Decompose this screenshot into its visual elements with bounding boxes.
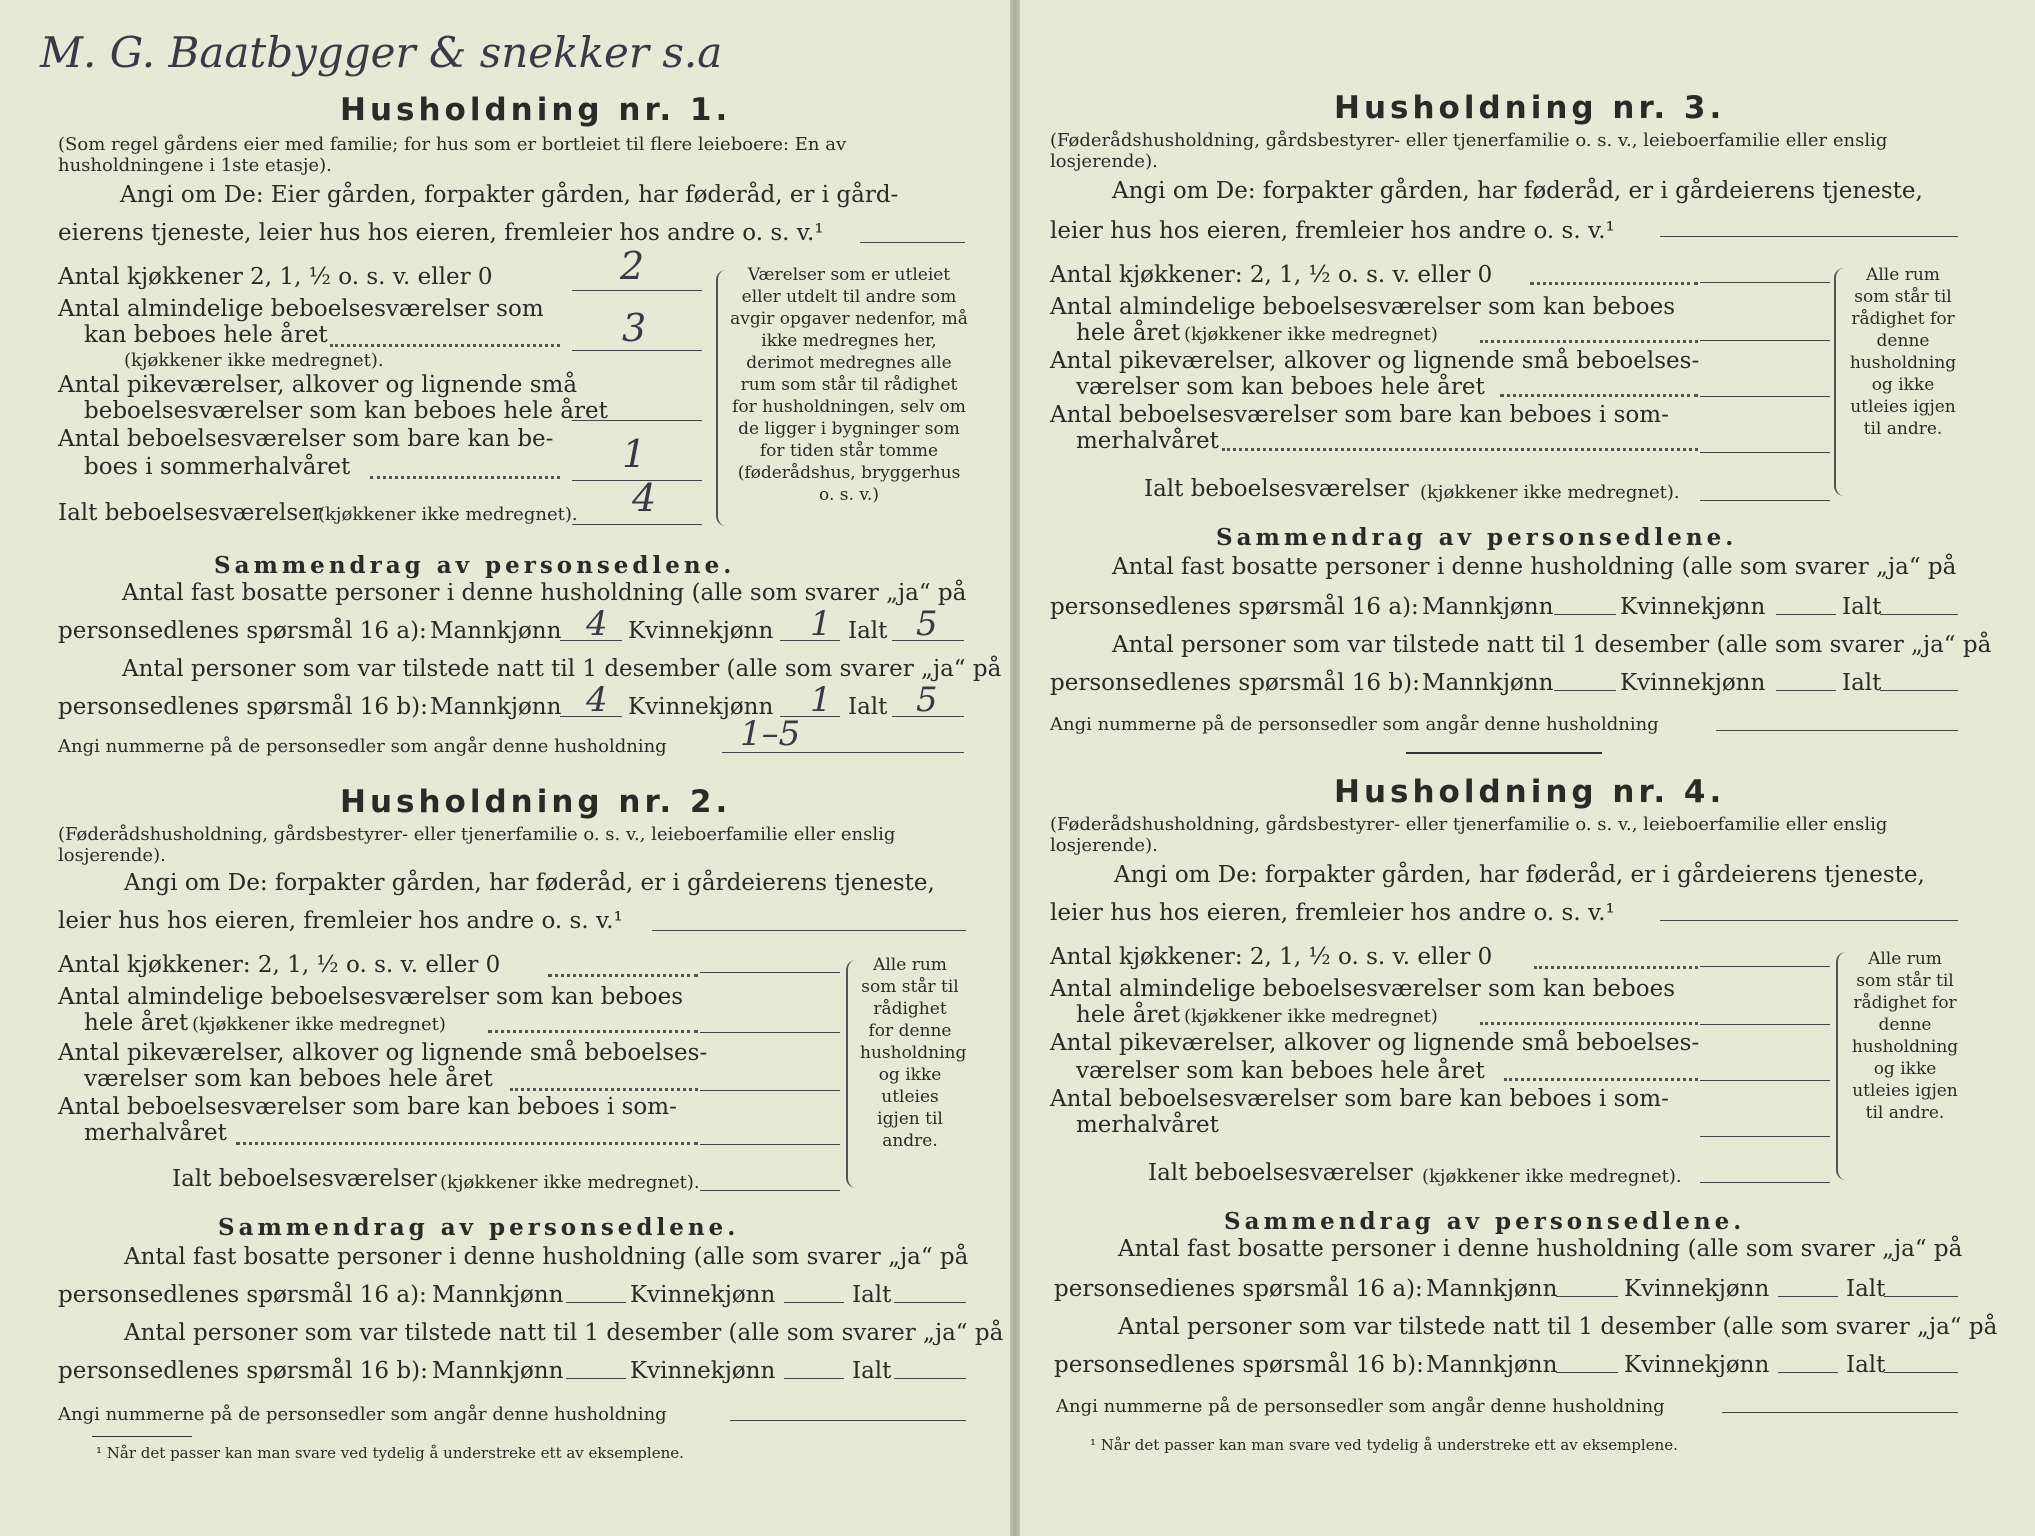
hh3-tilstede-a: Antal personer som var tilstede natt til 1 desember (alle som svarer „ja“ på (1112, 632, 1992, 658)
hh3-note: (Føderådshusholdning, gårdsbestyrer- eller tjenerfamilie o. s. v., leieboerfamilie eller enslig losjerende). (1050, 130, 1888, 172)
hh1-nummer-value: 1–5 (740, 714, 801, 754)
hh1-tilstede-a: Antal personer som var tilstede natt til 1 desember (alle som svarer „ja“ på (122, 656, 1002, 682)
hh3-side-note: Alle rum som står til rådighet for denne husholdning og ikke utleies igjen til andre. (1849, 265, 1957, 439)
hh3-alm-a: Antal almindelige beboelsesværelser som kan beboes (1050, 294, 1676, 320)
hh3-title: Husholdning nr. 3. (1334, 90, 1726, 126)
hh3-sommer-a: Antal beboelsesværelser som bare kan beboes i som- (1050, 402, 1669, 428)
hh3-sommer-line (1700, 452, 1830, 453)
hh3-nummer: Angi nummerne på de personsedler som angår denne husholdning (1050, 714, 1659, 735)
hh4-angi-b: leier hus hos eieren, fremleier hos andre o. s. v.¹ (1050, 900, 1615, 926)
hh3-ialt-note: (kjøkkener ikke medregnet). (1420, 482, 1680, 503)
hh3-til-mann-label: Mannkjønn (1422, 670, 1554, 696)
hh4-pike-b: værelser som kan beboes hele året (1076, 1058, 1485, 1084)
hh4-alm-note: (kjøkkener ikke medregnet) (1184, 1006, 1438, 1027)
hh3-separator (1406, 752, 1602, 754)
hh1-til-mann-line (560, 716, 622, 717)
hh2-angi-a: Angi om De: forpakter gården, har føderåd, er i gårdeierens tjeneste, (124, 870, 935, 896)
hh4-fast-kvinne-line (1778, 1296, 1838, 1297)
hh1-tilstede-b: personsedlenes spørsmål 16 b): (58, 694, 428, 720)
hh4-til-ialt-label: Ialt (1846, 1352, 1886, 1378)
hh2-title: Husholdning nr. 2. (340, 784, 732, 820)
hh3-fast-kvinne-label: Kvinnekjønn (1620, 594, 1766, 620)
hh3-nummer-line (1716, 730, 1958, 731)
hh1-fast-ialt-value: 5 (916, 604, 938, 644)
hh2-til-ialt-label: Ialt (852, 1358, 892, 1384)
hh3-pike-b: værelser som kan beboes hele året (1076, 374, 1485, 400)
hh2-kjokken: Antal kjøkkener: 2, 1, ½ o. s. v. eller 0 (58, 952, 501, 978)
hh4-fast-ialt-label: Ialt (1846, 1276, 1886, 1302)
hh2-til-mann-line (566, 1378, 626, 1379)
hh2-tilstede-a: Antal personer som var tilstede natt til 1 desember (alle som svarer „ja“ på (124, 1320, 1004, 1346)
hh1-kjokken: Antal kjøkkener 2, 1, ½ o. s. v. eller 0 (58, 264, 493, 290)
hh4-til-kvinne-label: Kvinnekjønn (1624, 1352, 1770, 1378)
hh2-ialt-note: (kjøkkener ikke medregnet). (440, 1172, 700, 1193)
hh1-fast-kvinne-value: 1 (810, 604, 832, 644)
hh1-ialt-value: 4 (632, 476, 657, 520)
hh1-pike-b: beboelsesværelser som kan beboes hele året (84, 398, 608, 424)
hh4-alm-dots (1480, 1022, 1698, 1025)
hh4-til-mann-label: Mannkjønn (1426, 1352, 1558, 1378)
hh2-side-note: Alle rum som står til rådighet for denne husholdning og ikke utleies igjen til andre. (860, 955, 967, 1151)
hh2-kjokken-line (700, 972, 840, 973)
hh4-brace (1836, 952, 1850, 1180)
hh1-til-kvinne-label: Kvinnekjønn (628, 694, 774, 720)
hh3-pike-dots (1500, 394, 1698, 397)
hh4-fast-mann-label: Mannkjønn (1426, 1276, 1558, 1302)
hh4-angi-a: Angi om De: forpakter gården, har føderåd, er i gårdeierens tjeneste, (1114, 862, 1925, 888)
hh2-fast-kvinne-line (784, 1302, 844, 1303)
hh2-alm-line (700, 1032, 840, 1033)
hh3-kjokken-line (1700, 282, 1830, 283)
hh2-til-mann-label: Mannkjønn (432, 1358, 564, 1384)
hh1-angi-line (860, 242, 965, 243)
hh4-alm-b: hele året (1076, 1002, 1181, 1028)
hh1-til-mann-label: Mannkjønn (430, 694, 562, 720)
hh1-note: (Som regel gårdens eier med familie; for hus som er bortleiet til flere leieboere: En av husholdningene i 1ste etasje). (58, 134, 847, 176)
hh1-alm-dots (330, 344, 560, 347)
handwritten-header: M. G. Baatbygger & snekker s.a (40, 28, 723, 77)
hh3-til-mann-line (1554, 690, 1616, 691)
hh3-fast-b: personsedlenes spørsmål 16 a): (1050, 594, 1419, 620)
hh1-sommer-dots (370, 476, 560, 479)
hh4-nummer: Angi nummerne på de personsedler som angår denne husholdning (1056, 1396, 1665, 1417)
hh2-fast-mann-label: Mannkjønn (432, 1282, 564, 1308)
hh2-pike-dots (510, 1088, 698, 1091)
hh1-fast-ialt-label: Ialt (848, 618, 888, 644)
hh1-fast-kvinne-line (780, 640, 840, 641)
hh4-ialt-line (1700, 1182, 1830, 1183)
hh2-sammendrag: Sammendrag av personsedlene. (218, 1214, 740, 1241)
hh2-sommer-line (700, 1144, 840, 1145)
hh4-til-mann-line (1556, 1372, 1618, 1373)
hh3-til-ialt-label: Ialt (1842, 670, 1882, 696)
hh2-nummer: Angi nummerne på de personsedler som angår denne husholdning (58, 1404, 667, 1425)
hh3-fast-mann-line (1554, 614, 1616, 615)
hh1-til-kvinne-value: 1 (810, 680, 832, 720)
hh1-brace (716, 270, 730, 526)
hh1-alm-line (572, 350, 702, 351)
hh1-fast-kvinne-label: Kvinnekjønn (628, 618, 774, 644)
hh2-fast-kvinne-label: Kvinnekjønn (630, 1282, 776, 1308)
hh4-fast-ialt-line (1884, 1296, 1958, 1297)
hh2-alm-note: (kjøkkener ikke medregnet) (192, 1014, 446, 1035)
hh3-kjokken-dots (1530, 282, 1698, 285)
hh2-pike-a: Antal pikeværelser, alkover og lignende små beboelses- (58, 1040, 708, 1066)
hh2-fast-b: personsedlenes spørsmål 16 a): (58, 1282, 427, 1308)
hh2-sommer-dots (236, 1142, 698, 1145)
hh3-fast-a: Antal fast bosatte personer i denne husholdning (alle som svarer „ja“ på (1112, 554, 1957, 580)
hh2-brace (846, 960, 860, 1188)
hh1-fast-mann-value: 4 (586, 604, 608, 644)
hh4-fast-a: Antal fast bosatte personer i denne husholdning (alle som svarer „ja“ på (1118, 1236, 1963, 1262)
hh2-sommer-a: Antal beboelsesværelser som bare kan beboes i som- (58, 1094, 677, 1120)
hh1-pike-line (572, 420, 702, 421)
hh4-side-note: Alle rum som står til rådighet for denne husholdning og ikke utleies igjen til andre. (1851, 949, 1959, 1123)
hh3-tilstede-b: personsedlenes spørsmål 16 b): (1050, 670, 1420, 696)
hh4-fast-b: personsedienes spørsmål 16 a): (1054, 1276, 1423, 1302)
hh4-pike-line (1700, 1080, 1830, 1081)
hh2-footnote-rule (92, 1436, 192, 1437)
hh1-ialt-note: (kjøkkener ikke medregnet). (318, 504, 578, 525)
hh1-ialt: Ialt beboelsesværelser (58, 500, 323, 526)
hh1-alm-a: Antal almindelige beboelsesværelser som (58, 296, 544, 322)
hh2-tilstede-b: personsedlenes spørsmål 16 b): (58, 1358, 428, 1384)
hh1-angi-b: eierens tjeneste, leier hus hos eieren, fremleier hos andre o. s. v.¹ (58, 220, 824, 246)
hh2-til-kvinne-line (784, 1378, 844, 1379)
hh2-note: (Føderådshusholdning, gårdsbestyrer- eller tjenerfamilie o. s. v., leieboerfamilie eller enslig losjerende). (58, 824, 896, 866)
hh1-sommer-a: Antal beboelsesværelser som bare kan be- (58, 426, 554, 452)
hh4-kjokken-line (1700, 966, 1830, 967)
hh1-sommer-b: boes i sommerhalvåret (84, 454, 351, 480)
hh2-pike-line (700, 1090, 840, 1091)
hh2-til-kvinne-label: Kvinnekjønn (630, 1358, 776, 1384)
hh1-sammendrag: Sammendrag av personsedlene. (214, 552, 736, 579)
hh2-ialt-line (700, 1190, 840, 1191)
hh1-angi-a: Angi om De: Eier gården, forpakter gården, har føderåd, er i gård- (120, 182, 899, 208)
hh3-alm-dots (1480, 340, 1698, 343)
hh4-alm-a: Antal almindelige beboelsesværelser som kan beboes (1050, 976, 1676, 1002)
hh3-fast-mann-label: Mannkjønn (1422, 594, 1554, 620)
hh1-kjokken-line (572, 290, 702, 291)
hh4-ialt: Ialt beboelsesværelser (1148, 1160, 1413, 1186)
hh1-fast-b: personsedlenes spørsmål 16 a): (58, 618, 427, 644)
hh2-sommer-b: merhalvåret (84, 1120, 227, 1146)
hh2-alm-dots (488, 1030, 698, 1033)
hh4-ialt-note: (kjøkkener ikke medregnet). (1422, 1166, 1682, 1187)
hh1-pike-a: Antal pikeværelser, alkover og lignende små (58, 372, 578, 398)
hh4-footnote: ¹ Når det passer kan man svare ved tydelig å understreke ett av eksemplene. (1090, 1436, 1678, 1454)
hh4-fast-mann-line (1556, 1296, 1618, 1297)
hh4-pike-a: Antal pikeværelser, alkover og lignende små beboelses- (1050, 1030, 1700, 1056)
hh2-alm-a: Antal almindelige beboelsesværelser som kan beboes (58, 984, 684, 1010)
hh3-brace (1834, 268, 1848, 496)
hh1-sommer-value: 1 (622, 432, 647, 476)
hh4-nummer-line (1722, 1412, 1958, 1413)
hh1-til-ialt-line (892, 716, 964, 717)
hh3-pike-line (1700, 396, 1830, 397)
hh4-alm-line (1700, 1024, 1830, 1025)
hh4-fast-kvinne-label: Kvinnekjønn (1624, 1276, 1770, 1302)
hh2-fast-mann-line (566, 1302, 626, 1303)
hh3-angi-a: Angi om De: forpakter gården, har føderåd, er i gårdeierens tjeneste, (1112, 178, 1923, 204)
hh3-sommer-b: merhalvåret (1076, 428, 1219, 454)
hh3-alm-b: hele året (1076, 320, 1181, 346)
hh2-fast-ialt-label: Ialt (852, 1282, 892, 1308)
hh1-fast-mann-label: Mannkjønn (430, 618, 562, 644)
hh1-title: Husholdning nr. 1. (340, 92, 732, 128)
hh4-title: Husholdning nr. 4. (1334, 774, 1726, 810)
hh4-kjokken-dots (1534, 966, 1698, 969)
hh2-ialt: Ialt beboelsesværelser (172, 1166, 437, 1192)
hh4-sommer-a: Antal beboelsesværelser som bare kan beboes i som- (1050, 1086, 1669, 1112)
hh3-alm-note: (kjøkkener ikke medregnet) (1184, 324, 1438, 345)
hh1-til-ialt-label: Ialt (848, 694, 888, 720)
hh1-ialt-line (572, 524, 702, 525)
hh2-til-ialt-line (894, 1378, 966, 1379)
hh3-fast-ialt-line (1880, 614, 1958, 615)
hh1-fast-a: Antal fast bosatte personer i denne husholdning (alle som svarer „ja“ på (122, 580, 967, 606)
hh3-angi-b: leier hus hos eieren, fremleier hos andre o. s. v.¹ (1050, 218, 1615, 244)
hh3-alm-line (1700, 340, 1830, 341)
hh2-pike-b: værelser som kan beboes hele året (84, 1066, 493, 1092)
hh3-pike-a: Antal pikeværelser, alkover og lignende små beboelses- (1050, 348, 1700, 374)
hh1-alm-b: kan beboes hele året (84, 322, 328, 348)
hh1-kjokken-value: 2 (620, 244, 645, 288)
hh4-kjokken: Antal kjøkkener: 2, 1, ½ o. s. v. eller 0 (1050, 944, 1493, 970)
hh2-fast-a: Antal fast bosatte personer i denne husholdning (alle som svarer „ja“ på (124, 1244, 969, 1270)
hh1-side-note: Værelser som er utleiet eller utdelt til andre som avgir opgaver nedenfor, må ikke medregnes her, derimot medregnes alle rum som står til rådighet for husholdningen, selv om de ligger i bygninger som for tiden står tomme (føderådshus, bryggerhus o. s. v.) (730, 265, 968, 505)
hh2-kjokken-dots (548, 974, 698, 977)
hh4-angi-line (1660, 920, 1958, 921)
hh2-fast-ialt-line (894, 1302, 966, 1303)
hh1-nummer: Angi nummerne på de personsedler som angår denne husholdning (58, 736, 667, 757)
hh4-til-kvinne-line (1778, 1372, 1838, 1373)
hh1-nummer-line (722, 752, 964, 753)
hh2-footnote: ¹ Når det passer kan man svare ved tydelig å understreke ett av eksemplene. (96, 1444, 684, 1462)
hh3-sammendrag: Sammendrag av personsedlene. (1216, 524, 1738, 551)
hh4-tilstede-b: personsedlenes spørsmål 16 b): (1054, 1352, 1424, 1378)
page-fold (1010, 0, 1020, 1536)
hh3-sommer-dots (1222, 448, 1698, 451)
hh3-angi-line (1660, 236, 1958, 237)
hh4-sommer-line (1700, 1136, 1830, 1137)
hh2-nummer-line (730, 1420, 966, 1421)
hh1-til-mann-value: 4 (586, 680, 608, 720)
hh3-ialt-line (1700, 500, 1830, 501)
hh4-note: (Føderådshusholdning, gårdsbestyrer- eller tjenerfamilie o. s. v., leieboerfamilie eller enslig losjerende). (1050, 814, 1888, 856)
hh3-ialt: Ialt beboelsesværelser (1144, 476, 1409, 502)
hh4-sommer-b: merhalvåret (1076, 1112, 1219, 1138)
hh3-til-kvinne-label: Kvinnekjønn (1620, 670, 1766, 696)
hh1-fast-mann-line (560, 640, 622, 641)
hh2-alm-b: hele året (84, 1010, 189, 1036)
hh3-fast-ialt-label: Ialt (1842, 594, 1882, 620)
hh2-angi-line (652, 930, 966, 931)
hh4-tilstede-a: Antal personer som var tilstede natt til 1 desember (alle som svarer „ja“ på (1118, 1314, 1998, 1340)
hh1-fast-ialt-line (892, 640, 964, 641)
hh3-til-ialt-line (1880, 690, 1958, 691)
hh2-angi-b: leier hus hos eieren, fremleier hos andre o. s. v.¹ (58, 908, 623, 934)
hh4-pike-dots (1504, 1078, 1698, 1081)
hh1-alm-note: (kjøkkener ikke medregnet). (124, 350, 384, 371)
hh4-sammendrag: Sammendrag av personsedlene. (1224, 1208, 1746, 1235)
hh3-fast-kvinne-line (1776, 614, 1836, 615)
hh3-kjokken: Antal kjøkkener: 2, 1, ½ o. s. v. eller 0 (1050, 262, 1493, 288)
hh1-til-ialt-value: 5 (916, 680, 938, 720)
hh4-til-ialt-line (1884, 1372, 1958, 1373)
hh1-alm-value: 3 (622, 306, 647, 350)
hh3-til-kvinne-line (1776, 690, 1836, 691)
